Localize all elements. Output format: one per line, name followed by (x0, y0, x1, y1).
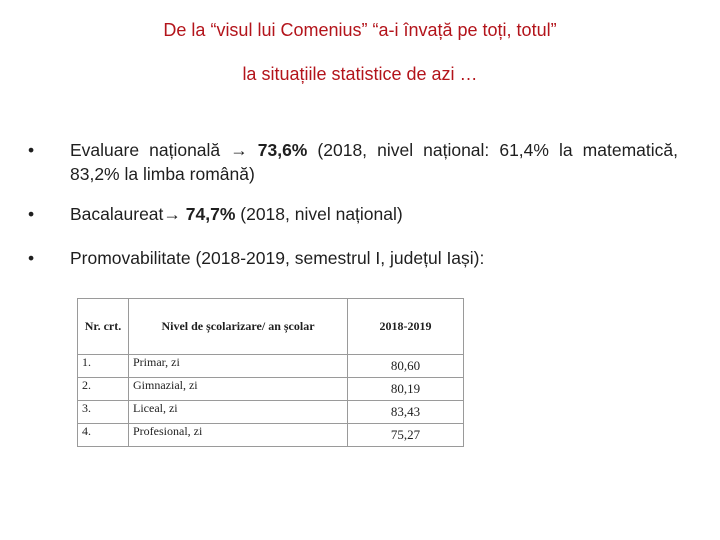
header-nivel-scolarizare: Nivel de școlarizare/ an școlar (129, 299, 348, 355)
cell-value: 75,27 (348, 424, 464, 447)
bullet-text (70, 138, 678, 186)
slide-title-line-2: la situațiile statistice de azi … (242, 64, 478, 84)
table-row (78, 401, 464, 424)
bullet-bacalaureat (28, 202, 678, 226)
bullet-evaluare-nationala (28, 138, 678, 186)
cell-value: 83,43 (348, 401, 464, 424)
table-header-row (78, 299, 464, 355)
cell-value: 80,60 (348, 355, 464, 378)
bullet-marker: • (28, 204, 35, 224)
table-row (78, 378, 464, 401)
bullet-text-before: Evaluare națională → (70, 140, 258, 160)
bullet-text-after: (2018, nivel național) (235, 204, 403, 224)
bullet-text-before: Bacalaureat→ (70, 204, 186, 224)
cell-level: Profesional, zi (129, 424, 348, 447)
bullet-text-after: (2018, nivel național: 61,4% la matematică, 83,2% la limba română) (70, 140, 678, 184)
bullet-text (70, 246, 678, 270)
cell-nr: 3. (78, 401, 129, 424)
header-an-scolar: 2018-2019 (348, 299, 464, 355)
cell-nr: 2. (78, 378, 129, 401)
slide-title-line-1: De la “visul lui Comenius” “a-i învață pe toți, totul” (163, 20, 557, 40)
cell-nr: 4. (78, 424, 129, 447)
bullet-text-bold: 74,7% (185, 204, 236, 224)
table-row (78, 424, 464, 447)
bullet-text (70, 202, 678, 226)
bullet-promovabilitate (28, 246, 678, 270)
cell-level: Primar, zi (129, 355, 348, 378)
bullet-marker: • (28, 248, 35, 268)
bullet-text-bold: 73,6% (257, 140, 308, 160)
bullet-marker: • (28, 140, 35, 160)
table-row (78, 355, 464, 378)
header-nr-crt: Nr. crt. (78, 299, 129, 355)
cell-value: 80,19 (348, 378, 464, 401)
cell-nr: 1. (78, 355, 129, 378)
promovabilitate-table (77, 298, 464, 447)
bullet-text-before: Promovabilitate (2018-2019, semestrul I, județul Iași): (70, 248, 485, 268)
cell-level: Liceal, zi (129, 401, 348, 424)
cell-level: Gimnazial, zi (129, 378, 348, 401)
